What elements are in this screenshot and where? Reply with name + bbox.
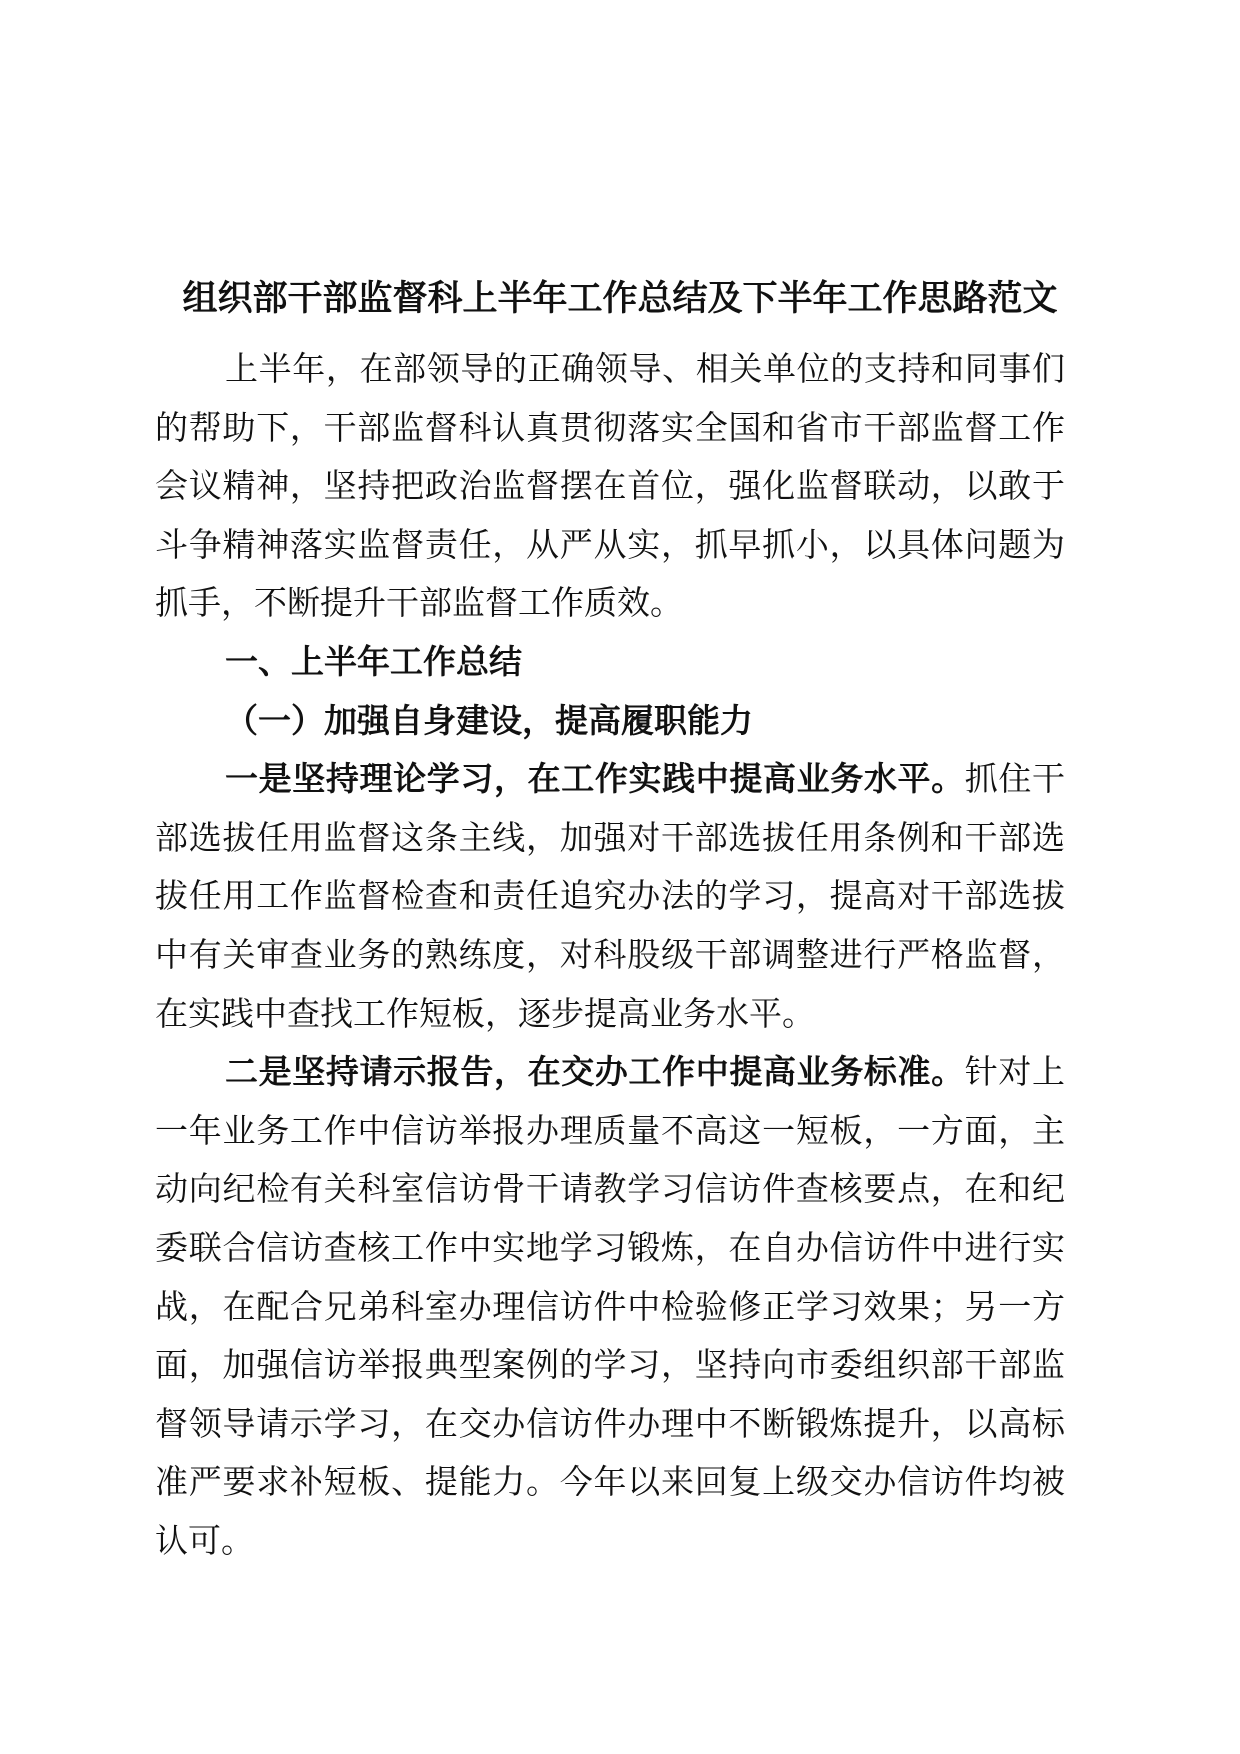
text-line xyxy=(155,1219,1065,1278)
text-line xyxy=(155,1043,1065,1102)
text-line xyxy=(155,926,1065,985)
body-text: 中有关审查业务的熟练度，对科股级干部调整进行严格监督， xyxy=(155,934,1065,974)
text-line xyxy=(155,1278,1065,1337)
body-text: 督领导请示学习，在交办信访件办理中不断锻炼提升，以高标 xyxy=(155,1403,1065,1443)
body-text: 战，在配合兄弟科室办理信访件中检验修正学习效果；另一方 xyxy=(155,1286,1065,1326)
text-line xyxy=(155,809,1065,868)
text-line xyxy=(155,574,1065,633)
body-text: 准严要求补短板、提能力。今年以来回复上级交办信访件均被 xyxy=(155,1462,1065,1502)
body-text: 面，加强信访举报典型案例的学习，坚持向市委组织部干部监 xyxy=(155,1345,1065,1385)
body-text: 部选拔任用监督这条主线，加强对干部选拔任用条例和干部选 xyxy=(155,817,1065,857)
bold-text: 一是坚持理论学习，在工作实践中提高业务水平。 xyxy=(225,759,965,799)
body-text: 抓手，不断提升干部监督工作质效。 xyxy=(155,583,683,623)
body-text: 针对上 xyxy=(964,1052,1065,1092)
bold-text: 二是坚持请示报告，在交办工作中提高业务标准。 xyxy=(225,1052,965,1092)
document-body xyxy=(155,340,1065,1570)
body-text: 动向纪检有关科室信访骨干请教学习信访件查核要点，在和纪 xyxy=(155,1169,1065,1209)
text-line xyxy=(155,1102,1065,1161)
text-line xyxy=(155,399,1065,458)
body-text: 会议精神，坚持把政治监督摆在首位，强化监督联动，以敢于 xyxy=(155,466,1065,506)
bold-text: （一）加强自身建设，提高履职能力 xyxy=(225,700,753,740)
text-line xyxy=(155,1160,1065,1219)
text-line xyxy=(155,692,1065,751)
text-line xyxy=(155,633,1065,692)
text-line xyxy=(155,340,1065,399)
body-text: 认可。 xyxy=(155,1520,254,1560)
body-text: 的帮助下，干部监督科认真贯彻落实全国和省市干部监督工作 xyxy=(155,407,1065,447)
body-text: 在实践中查找工作短板，逐步提高业务水平。 xyxy=(155,993,815,1033)
body-text: 拔任用工作监督检查和责任追究办法的学习，提高对干部选拔 xyxy=(155,876,1065,916)
text-line xyxy=(155,985,1065,1044)
bold-text: 一、上半年工作总结 xyxy=(225,641,522,681)
document-title: 组织部干部监督科上半年工作总结及下半年工作思路范文 xyxy=(182,279,1058,319)
body-text: 抓住干 xyxy=(964,759,1065,799)
text-line xyxy=(155,1453,1065,1512)
text-line xyxy=(155,457,1065,516)
text-line xyxy=(155,1512,1065,1571)
text-line xyxy=(155,1395,1065,1454)
body-text: 一年业务工作中信访举报办理质量不高这一短板，一方面，主 xyxy=(155,1110,1065,1150)
body-text: 委联合信访查核工作中实地学习锻炼，在自办信访件中进行实 xyxy=(155,1227,1065,1267)
body-text: 上半年，在部领导的正确领导、相关单位的支持和同事们 xyxy=(225,349,1065,388)
text-line xyxy=(155,1336,1065,1395)
body-text: 斗争精神落实监督责任，从严从实，抓早抓小，以具体问题为 xyxy=(155,524,1065,564)
text-line xyxy=(155,516,1065,575)
text-line xyxy=(155,867,1065,926)
text-line xyxy=(155,750,1065,809)
